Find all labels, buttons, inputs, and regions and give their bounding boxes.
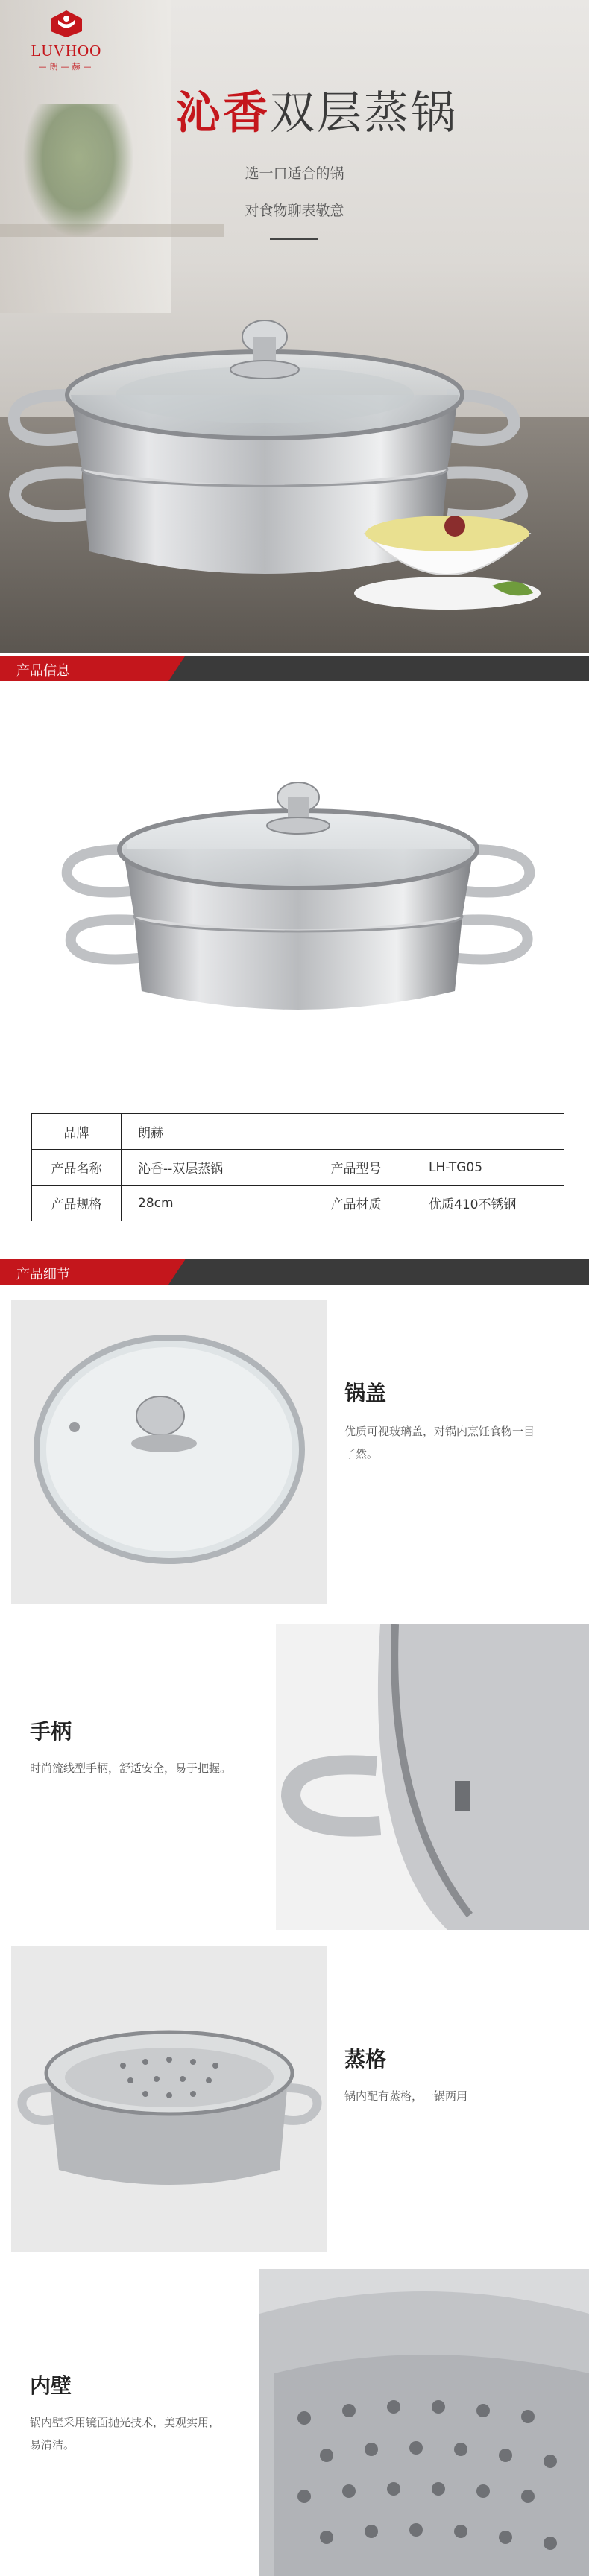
handle-image-panel: [276, 1624, 589, 1930]
logo-text: LUVHOO: [31, 42, 102, 60]
spec-key: 品牌: [32, 1114, 122, 1150]
logo-subtext: —朗—赫—: [38, 62, 95, 72]
spec-key: 产品规格: [32, 1186, 122, 1221]
spec-key: 产品材质: [300, 1186, 412, 1221]
table-row: [32, 1186, 564, 1221]
hero-title-red: 沁香: [176, 87, 270, 139]
spec-table: [31, 1113, 564, 1221]
spec-key: 产品型号: [300, 1150, 412, 1186]
detail-title-handle: 手柄: [30, 1719, 72, 1744]
hero-tagline-2: 对食物聊表敬意: [245, 203, 344, 219]
section-title-detail: 产品细节: [16, 1267, 70, 1282]
brand-logo[interactable]: [10, 9, 122, 72]
section-header-info: [0, 656, 589, 681]
inner-wall-image: [259, 2269, 589, 2576]
inner-wall-image-panel: [259, 2269, 589, 2576]
lid-image-panel: [11, 1300, 327, 1604]
background-plant: [22, 104, 134, 238]
logo-mark-icon: [49, 9, 84, 39]
handle-image: [276, 1624, 589, 1930]
pot-image: [56, 768, 541, 1036]
detail-title-inner: 内壁: [30, 2373, 72, 2398]
detail-text-inner: 锅内壁采用镜面抛光技术，美观实用， 易清洁。: [30, 2416, 221, 2452]
detail-title-steamer: 蒸格: [344, 2047, 387, 2072]
hero-title-dark: 双层蒸锅: [270, 87, 458, 139]
detail-text-handle: 时尚流线型手柄，舒适安全，易于把握。: [30, 1762, 232, 1775]
hero-title: [123, 87, 511, 139]
detail-text-lid: 优质可视玻璃盖，对锅内烹饪食物一目 了然。: [344, 1425, 535, 1461]
spec-value: 28cm: [122, 1186, 300, 1221]
table-row: [32, 1150, 564, 1186]
spec-value: 优质410不锈钢: [412, 1186, 564, 1221]
table-row: [32, 1114, 564, 1150]
steamer-image: [11, 1946, 327, 2252]
lid-image: [11, 1300, 327, 1604]
hero-tagline-1: 选一口适合的锅: [245, 165, 344, 182]
hero-divider: [270, 238, 318, 240]
section-title-info: 产品信息: [16, 663, 70, 679]
hero-banner: [0, 0, 589, 653]
spec-value: 沁香--双层蒸锅: [122, 1150, 300, 1186]
spec-key: 产品名称: [32, 1150, 122, 1186]
steamer-image-panel: [11, 1946, 327, 2252]
spec-value: 朗赫: [122, 1114, 564, 1150]
bowl-image: [350, 504, 544, 615]
section-header-detail: [0, 1259, 589, 1285]
spec-value: LH-TG05: [412, 1150, 564, 1186]
detail-title-lid: 锅盖: [344, 1381, 387, 1405]
detail-text-steamer: 锅内配有蒸格，一锅两用: [344, 2089, 468, 2103]
